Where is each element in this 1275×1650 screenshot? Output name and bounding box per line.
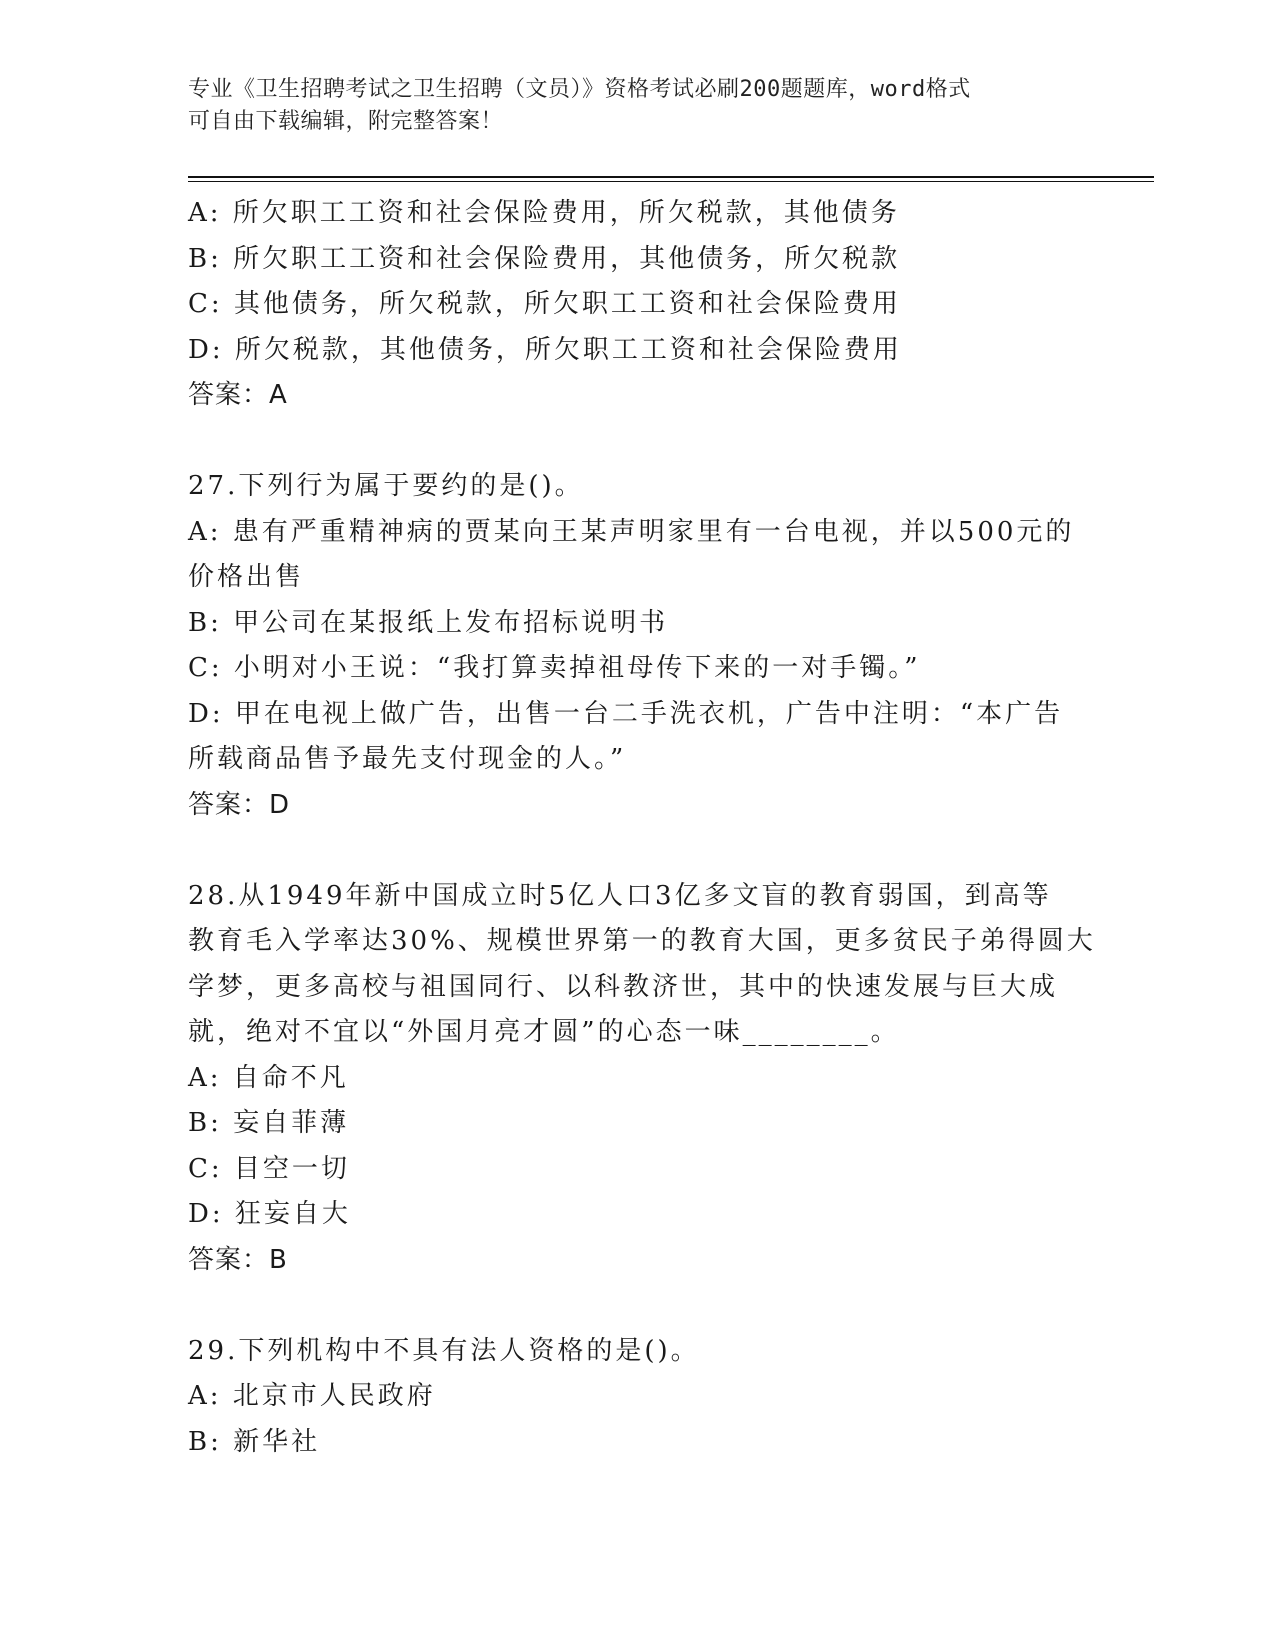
q28-option-d: D: 狂妄自大 bbox=[188, 1199, 351, 1229]
q29-option-a: A: 北京市人民政府 bbox=[188, 1381, 436, 1411]
q28-option-b: B: 妄自菲薄 bbox=[188, 1108, 350, 1138]
q27-option-a-line-2: 价格出售 bbox=[188, 562, 305, 592]
spacer bbox=[188, 828, 1088, 874]
q28-option-c: C: 目空一切 bbox=[188, 1153, 350, 1184]
question-content bbox=[188, 191, 1096, 1465]
q27-option-c: C: 小明对小王说：“我打算卖掉祖母传下来的一对手镯。” bbox=[188, 653, 921, 683]
q26-option-b: B: 所欠职工工资和社会保险费用，其他债务，所欠税款 bbox=[188, 243, 901, 274]
q27-option-a-line-1: A: 患有严重精神病的贾某向王某声明家里有一台电视，并以500元的 bbox=[188, 516, 1075, 547]
q27-question: 27.下列行为属于要约的是()。 bbox=[188, 471, 584, 501]
q28-option-a: A: 自命不凡 bbox=[188, 1062, 349, 1093]
q27-option-d-line-1: D: 甲在电视上做广告，出售一台二手洗衣机，广告中注明：“本广告 bbox=[188, 698, 1064, 729]
q26-option-c: C: 其他债务，所欠税款，所欠职工工资和社会保险费用 bbox=[188, 289, 901, 319]
question-27-block bbox=[188, 464, 1088, 828]
spacer bbox=[188, 1283, 1088, 1329]
q26-answer: 答案：A bbox=[188, 380, 288, 410]
q26-option-a: A: 所欠职工工资和社会保险费用，所欠税款，其他债务 bbox=[188, 198, 900, 228]
document-header bbox=[188, 74, 1088, 138]
q28-question-line-4: 就，绝对不宜以“外国月亮才圆”的心态一味________。 bbox=[188, 1017, 900, 1047]
header-rule-thick bbox=[188, 176, 1154, 178]
q27-option-d-line-2: 所载商品售予最先支付现金的人。” bbox=[188, 744, 627, 774]
q28-question-line-3: 学梦，更多高校与祖国同行、以科教济世，其中的快速发展与巨大成 bbox=[188, 971, 1059, 1002]
q27-answer: 答案：D bbox=[188, 789, 291, 820]
spacer bbox=[188, 419, 1088, 465]
header-title-line-1: 专业《卫生招聘考试之卫生招聘（文员）》资格考试必刷200题题库，word格式 bbox=[188, 77, 971, 102]
question-29-block bbox=[188, 1329, 1088, 1466]
q28-question-line-2: 教育毛入学率达30%、规模世界第一的教育大国，更多贫民子弟得圆大 bbox=[188, 926, 1096, 956]
header-title-line-2: 可自由下载编辑，附完整答案！ bbox=[188, 109, 504, 134]
header-rule-thin bbox=[188, 181, 1154, 182]
q29-option-b: B: 新华社 bbox=[188, 1426, 321, 1457]
q28-question-line-1: 28.从1949年新中国成立时5亿人口3亿多文盲的教育弱国，到高等 bbox=[188, 880, 1052, 911]
q28-answer: 答案：B bbox=[188, 1244, 288, 1275]
question-28-block bbox=[188, 874, 1096, 1284]
q26-option-d: D: 所欠税款，其他债务，所欠职工工资和社会保险费用 bbox=[188, 334, 902, 365]
q27-option-b: B: 甲公司在某报纸上发布招标说明书 bbox=[188, 607, 669, 638]
q29-question: 29.下列机构中不具有法人资格的是()。 bbox=[188, 1335, 700, 1366]
question-26-block bbox=[188, 191, 1088, 419]
